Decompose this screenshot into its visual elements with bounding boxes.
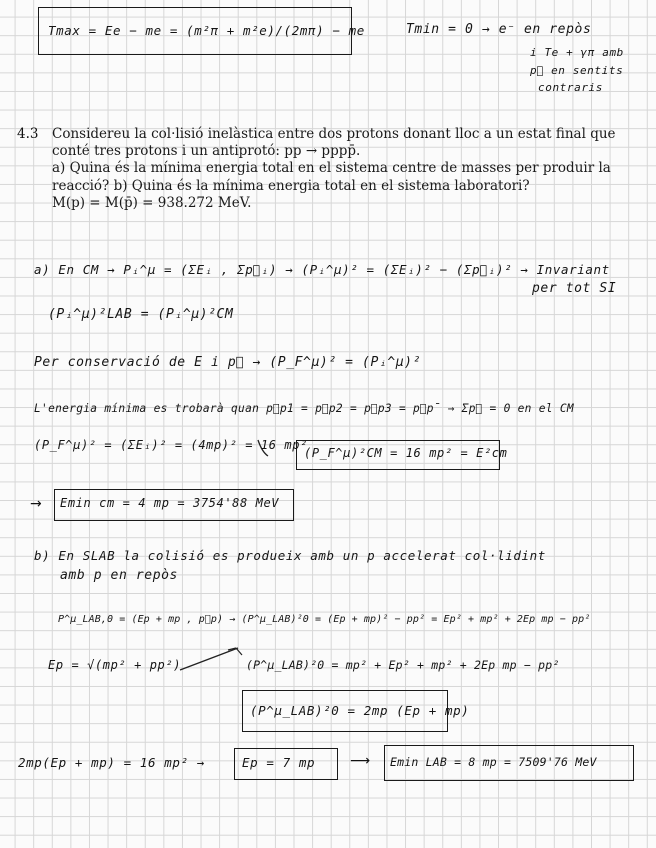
part-a-line-3: Per conservació de E i p⃗ → (P_F^μ)² = (Pᵢ^μ)²: [34, 355, 422, 370]
final-arrow-icon: ⟶: [350, 753, 371, 769]
problem-text: [52, 126, 652, 212]
part-a-line-1b: per tot SI: [532, 281, 617, 296]
part-b-line-4a: Ep = √(mp² + pp²): [48, 658, 182, 672]
part-b-line-1: b) En SLAB la colisió es produeix amb un p accelerat col·lidint: [34, 548, 546, 563]
part-a-line-5-box: (P_F^μ)²CM = 16 mp² = E²cm: [304, 446, 508, 460]
part-b-line-6a: 2mp(Ep + mp) = 16 mp² →: [18, 755, 205, 770]
part-b-line-4b: (P^μ_LAB)²0 = mp² + Ep² + mp² + 2Ep mp − pp²: [246, 658, 560, 672]
part-a-line-4: L'energia mínima es trobarà quan p⃗p1 = p⃗p2 = p⃗p3 = p⃗p̄ → Σp⃗ = 0 en el CM: [34, 402, 574, 415]
tmin-note-1: i Te + γπ amb: [530, 46, 624, 59]
part-a-line-2: (Pᵢ^μ)²LAB = (Pᵢ^μ)²CM: [48, 307, 234, 322]
tmin-note-2: p⃗ en sentits: [530, 64, 624, 77]
result-arrow-icon: →: [30, 496, 42, 512]
tmin-formula: Tmin = 0 → e⁻ en repòs: [406, 22, 592, 37]
problem-line-2: conté tres protons i un antiprotó: pp → pppp̄.: [52, 143, 361, 160]
problem-line-1: Considereu la col·lisió inelàstica entre dos protons donant lloc a un estat final que: [52, 126, 616, 142]
part-a-line-1: a) En CM → Pᵢ^μ = (ΣEᵢ , Σp⃗ᵢ) → (Pᵢ^μ)² = (ΣEᵢ)² − (Σp⃗ᵢ)² → Invariant: [34, 262, 610, 277]
part-a-line-6-box: Emin cm = 4 mp = 3754'88 MeV: [60, 496, 280, 510]
problem-line-5: M(p) = M(p̄) = 938.272 MeV.: [52, 194, 252, 211]
part-b-line-3: P^μ_LAB,0 = (Ep + mp , p⃗p) → (P^μ_LAB)²0 = (Ep + mp)² − pp² = Ep² + mp² + 2Ep mp − pp²: [58, 614, 591, 625]
problem-number: 4.3: [17, 126, 39, 142]
problem-line-4: reacció? b) Quina és la mínima energia total en el sistema laboratori?: [52, 177, 530, 194]
part-b-line-5-box: (P^μ_LAB)²0 = 2mp (Ep + mp): [250, 703, 470, 718]
part-b-line-6-box-1: Ep = 7 mp: [242, 755, 316, 770]
tmax-formula: Tmax = Ee − me = (m²π + m²e)/(2mπ) − me: [48, 23, 365, 38]
problem-line-3: a) Quina és la mínima energia total en el sistema centre de masses per produir la: [52, 160, 611, 177]
part-b-line-2: amb p en repòs: [60, 568, 178, 583]
tmin-note-3: contraris: [538, 81, 604, 94]
part-a-line-5: (P_F^μ)² = (ΣEᵢ)² = (4mp)² = 16 mp²: [34, 438, 308, 452]
part-b-line-6-box-2: Emin LAB = 8 mp = 7509'76 MeV: [390, 755, 597, 769]
